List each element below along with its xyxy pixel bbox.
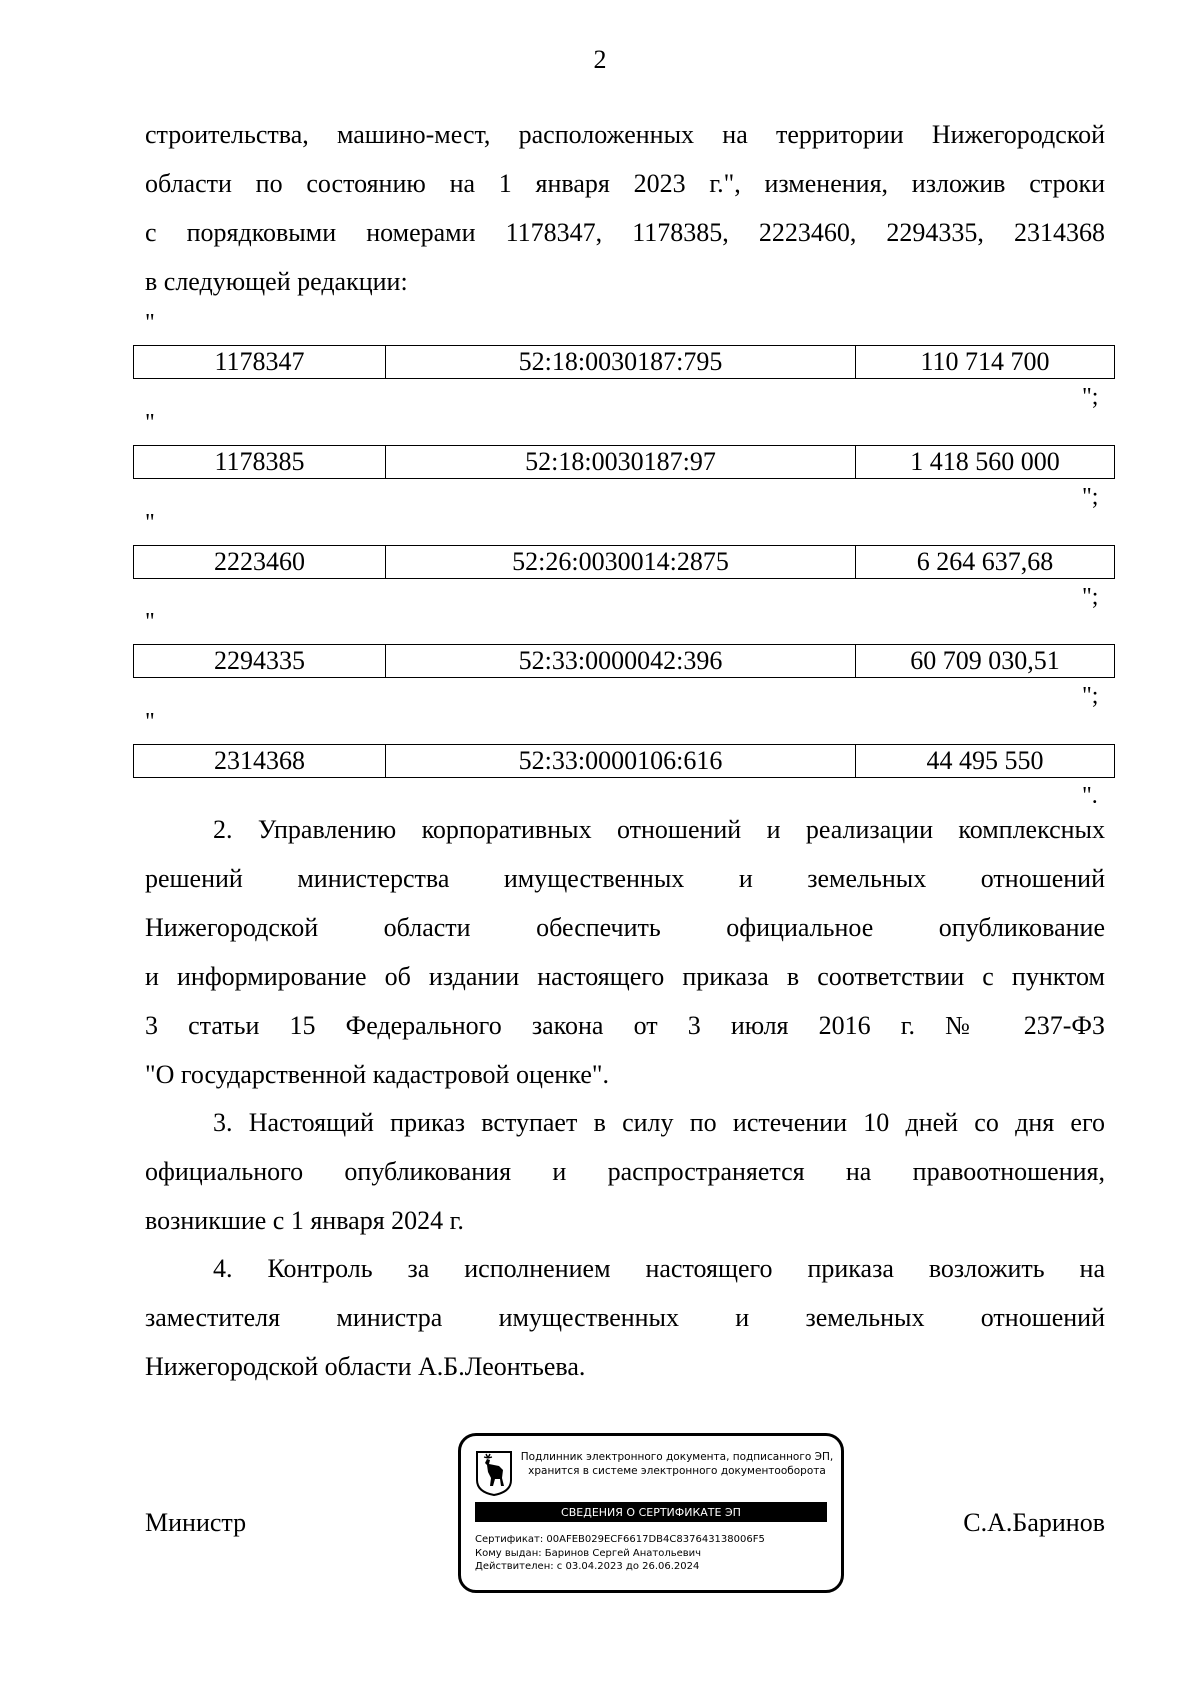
close-quote: "; [1082, 584, 1099, 610]
signatory-position: Министр [145, 1508, 247, 1537]
item-3-line: 3. Настоящий приказ вступает в силу по истечении 10 дней со дня его [213, 1108, 1105, 1137]
row-number: 2294335 [134, 645, 386, 677]
table-row [133, 644, 1115, 678]
row-number: 2314368 [134, 745, 386, 777]
open-quote: " [145, 609, 155, 635]
item-2-line: Нижегородской области обеспечить официальное опубликование [145, 913, 1105, 942]
stamp-header-line: Подлинник электронного документа, подписанного ЭП, [520, 1451, 834, 1463]
stamp-header [519, 1450, 835, 1478]
item-3-line: возникшие с 1 января 2024 г. [145, 1206, 464, 1235]
table-row [133, 445, 1115, 479]
cadastral-number: 52:26:0030014:2875 [386, 546, 856, 578]
cadastral-number: 52:18:0030187:795 [386, 346, 856, 378]
deer-emblem-icon [475, 1450, 513, 1496]
intro-line: в следующей редакции: [145, 267, 408, 296]
item-4-line: Нижегородской области А.Б.Леонтьева. [145, 1352, 586, 1381]
item-3-paragraph [145, 1098, 1105, 1245]
cadastral-value: 60 709 030,51 [910, 646, 1060, 675]
table-row [133, 545, 1115, 579]
item-3-line: официального опубликования и распространяется на правоотношения, [145, 1157, 1105, 1186]
cadastral-number: 52:18:0030187:97 [386, 446, 856, 478]
item-4-paragraph [145, 1244, 1105, 1391]
row-number: 1178385 [134, 446, 386, 478]
stamp-header-line: хранится в системе электронного документооборота [528, 1465, 826, 1477]
cadastral-number: 52:33:0000042:396 [386, 645, 856, 677]
close-quote: "; [1082, 683, 1099, 709]
cadastral-value: 6 264 637,68 [916, 547, 1054, 576]
item-2-paragraph [145, 805, 1105, 1099]
row-number: 2223460 [134, 546, 386, 578]
item-2-line: и информирование об издании настоящего приказа в соответствии с пунктом [145, 962, 1105, 991]
row-number: 1178347 [134, 346, 386, 378]
page-number: 2 [593, 45, 607, 74]
item-2-line: 3 статьи 15 Федерального закона от 3 июля 2016 г. № 237-ФЗ [145, 1011, 1105, 1040]
stamp-info [475, 1533, 765, 1574]
intro-paragraph [145, 110, 1105, 306]
open-quote: " [145, 709, 155, 735]
cadastral-value: 110 714 700 [920, 347, 1050, 376]
stamp-issued-to: Кому выдан: Баринов Сергей Анатольевич [475, 1547, 702, 1559]
close-quote: ". [1082, 783, 1098, 809]
cadastral-number: 52:33:0000106:616 [386, 745, 856, 777]
close-quote: "; [1082, 384, 1099, 410]
cadastral-value: 1 418 560 000 [910, 447, 1060, 476]
item-4-line: 4. Контроль за исполнением настоящего приказа возложить на [213, 1254, 1105, 1283]
open-quote: " [145, 310, 155, 336]
item-2-line: решений министерства имущественных и земельных отношений [145, 864, 1105, 893]
item-2-line: 2. Управлению корпоративных отношений и реализации комплексных [213, 815, 1105, 844]
item-4-line: заместителя министра имущественных и земельных отношений [145, 1303, 1105, 1332]
table-row [133, 345, 1115, 379]
intro-line: строительства, машино-мест, расположенных на территории Нижегородской [145, 120, 1105, 149]
cadastral-value: 44 495 550 [926, 746, 1044, 775]
stamp-title: СВЕДЕНИЯ О СЕРТИФИКАТЕ ЭП [475, 1502, 827, 1522]
table-row [133, 744, 1115, 778]
item-2-line: "О государственной кадастровой оценке". [145, 1060, 609, 1089]
close-quote: "; [1082, 484, 1099, 510]
intro-line: с порядковыми номерами 1178347, 1178385, 2223460, 2294335, 2314368 [145, 218, 1105, 247]
stamp-certificate: Сертификат: 00AFEB029ECF6617DB4C837643138006F5 [475, 1534, 765, 1545]
e-signature-stamp [458, 1433, 844, 1593]
open-quote: " [145, 510, 155, 536]
stamp-valid: Действителен: с 03.04.2023 до 26.06.2024 [475, 1561, 700, 1572]
open-quote: " [145, 410, 155, 436]
intro-line: области по состоянию на 1 января 2023 г.", изменения, изложив строки [145, 169, 1105, 198]
signatory-name: С.А.Баринов [963, 1508, 1105, 1537]
